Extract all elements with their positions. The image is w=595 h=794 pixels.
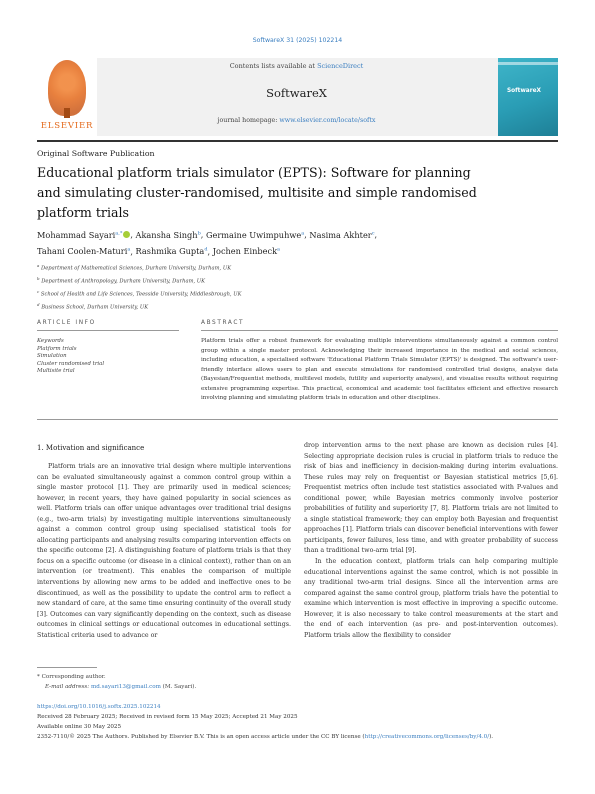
cover-stripe (498, 62, 558, 65)
author-entry[interactable] (136, 246, 208, 256)
affiliation-item (37, 261, 557, 274)
author-separator: , (207, 246, 213, 257)
article-info-rule (37, 330, 179, 331)
author-affiliation-marker[interactable]: a (301, 230, 305, 236)
license-line: 2352-7110/© 2025 The Authors. Published by Elsevier B.V. This is an open access article under the CC BY license (http://creativecommons.org/licenses/by/4.0/). (37, 734, 494, 740)
affiliation-marker: b (37, 275, 40, 281)
author-name: Rashmika Gupta (135, 246, 205, 257)
author-name: Nasima Akhter (309, 229, 372, 240)
doi-link[interactable]: https://doi.org/10.1016/j.softx.2025.102214 (37, 704, 161, 710)
journal-title: SoftwareX (266, 86, 327, 100)
affiliation-marker: c (37, 288, 40, 294)
available-online: Available online 30 May 2025 (37, 724, 122, 730)
author-entry[interactable] (309, 230, 374, 240)
author-entry[interactable] (213, 246, 280, 256)
keywords-block (37, 338, 179, 376)
journal-cover-thumbnail[interactable] (498, 58, 558, 136)
author-affiliation-marker[interactable]: a (127, 246, 131, 253)
author-entry[interactable] (37, 246, 130, 256)
affiliation-marker: a (37, 263, 40, 268)
body-column-left (37, 462, 291, 641)
elsevier-wordmark: ELSEVIER (40, 121, 94, 131)
author-name: Tahani Coolen-Maturi (37, 246, 128, 257)
author-affiliation-marker[interactable]: a (277, 246, 281, 253)
license-link[interactable]: http://creativecommons.org/licenses/by/4.0/ (364, 734, 490, 740)
author-affiliation-marker[interactable]: c (371, 230, 375, 236)
keywords-label: Keywords (37, 338, 64, 344)
affiliation-item (37, 287, 557, 300)
affiliation-item (37, 274, 557, 287)
elsevier-logo[interactable] (37, 58, 97, 136)
sciencedirect-link[interactable]: ScienceDirect (317, 62, 364, 70)
body-paragraph: drop intervention arms to the next phase are known as decision rules [4]. Selecting appropriate decision rules is crucial in platform trials to reduce the risk of bias and inefficiency in decision-making during interim evaluations. These rules may rely on frequentist or Bayesian statistical metrics [5,6]. Frequentist metrics often include test statistics associated with P-values and conditional power, while Bayesian metrics commonly involve posterior probabilities of futility and superiority [7, 8]. Platform trials are not limited to a single statistical framework; they can employ both Bayesian and frequentist approaches [1]. Platform trials can discover beneficial interventions with fewer participants, fewer failures, less time, and with greater probability of success than a traditional two-arm trial [9]. (304, 442, 558, 555)
article-type: Original Software Publication (37, 149, 155, 158)
keyword-item: Platform trials (37, 345, 77, 352)
author-affiliation-marker[interactable]: d (204, 246, 208, 253)
author-affiliation-marker[interactable]: a,* (115, 230, 123, 236)
article-info-label: ARTICLE INFO (37, 320, 96, 326)
email-line: E-mail address: md.sayari13@gmail.com (M. Sayari). (45, 684, 197, 690)
author-entry[interactable] (206, 230, 304, 240)
footnote (37, 672, 291, 692)
homepage-link[interactable]: www.elsevier.com/locate/softx (279, 117, 376, 124)
email-link[interactable]: md.sayari13@gmail.com (90, 684, 161, 690)
homepage-line: journal homepage: www.elsevier.com/locate/softx (217, 117, 376, 124)
affiliation-item (37, 300, 557, 313)
section-heading: 1. Motivation and significance (37, 444, 145, 452)
abstract-label: ABSTRACT (201, 320, 245, 326)
author-separator: , (304, 229, 310, 240)
corresponding-author-note: * Corresponding author. (37, 674, 106, 680)
contents-line: Contents lists available at ScienceDirect (229, 62, 364, 70)
affiliation-text: Department of Anthropology, Durham University, Durham, UK (39, 278, 206, 285)
author-name: Jochen Einbeck (212, 246, 278, 257)
cover-title: SoftwareX (507, 88, 541, 94)
body-paragraph: Platform trials are an innovative trial design where multiple interventions can be evaluated simultaneously against a common control group within a single master protocol [1]. They are primarily used in medical sciences; however, in recent years, they have gained popularity in social sciences as well. Platform trials can offer unique advantages over traditional trial designs (e.g., two-arm trials) by investigating multiple interventions simultaneously against a common control group using specialised statistical tools for allocating participants and analysing results comparing intervention effects on the specific outcome [2]. A distinguishing feature of platform trials is that they focus on a specific outcome (or disease in a clinical context), rather than on an intervention (or treatment). This enables the comparison of multiple interventions by allowing new arms to be added and ineffective ones to be discontinued, as well as the possibility to update the control arm to reflect a new standard of care, at the same time ensuring continuity of the overall study [3]. Outcomes can vary significantly depending on the context, such as disease outcomes in clinical settings or educational outcomes in educational settings. Statistical criteria used to advance or (37, 463, 291, 639)
author-affiliation-marker[interactable]: b (197, 230, 201, 236)
affiliation-text: Business School, Durham University, UK (39, 304, 149, 311)
publication-info (37, 702, 558, 742)
author-entry[interactable] (37, 230, 130, 240)
elsevier-tree-trunk (64, 108, 70, 118)
affiliation-list (37, 261, 557, 313)
abstract-bottom-rule (37, 419, 558, 420)
keyword-item: Multisite trial (37, 368, 75, 374)
keyword-item: Cluster randomised trial (37, 360, 105, 367)
author-name: Germaine Uwimpuhwe (205, 229, 302, 240)
affiliation-text: Department of Mathematical Sciences, Durham University, Durham, UK (39, 265, 232, 272)
journal-reference[interactable]: SoftwareX 31 (2025) 102214 (252, 37, 343, 44)
author-name: Akansha Singh (135, 229, 198, 240)
affiliation-marker: d (37, 301, 40, 307)
author-separator: , (374, 229, 378, 240)
affiliation-text: School of Health and Life Sciences, Teesside University, Middlesbrough, UK (39, 291, 242, 298)
author-separator: , (130, 246, 136, 257)
header-rule (37, 140, 558, 142)
body-paragraph: In the education context, platform trials can help comparing multiple educational interventions against the same control, which is not possible in any traditional two-arm trial designs. Since all the intervention arms are compared against the same control group, platform trials have the potential to examine which intervention is most effective in improving a specific outcome. However, it is also necessary to take control measurements at the start and the end of each intervention (as pre- and post-intervention outcomes). Platform trials allow the flexibility to consider (304, 558, 558, 639)
author-entry[interactable] (136, 230, 201, 240)
author-list (37, 226, 557, 259)
abstract-rule (201, 330, 558, 331)
body-column-right (304, 441, 558, 641)
author-separator: , (130, 229, 136, 240)
received-dates: Received 28 February 2025; Received in revised form 15 May 2025; Accepted 21 May 2025 (37, 714, 298, 720)
author-separator: , (200, 229, 206, 240)
article-title: Educational platform trials simulator (EPTS): Software for planning and simulating cluster-randomised, multisite and simple randomised platform trials (37, 165, 477, 220)
abstract-text: Platform trials offer a robust framework for evaluating multiple interventions simultaneously against a common control group within a single master protocol. Acknowledging their increased importance in the medical and social sciences, including education, a specialised software 'Educational Platform Trials Simulator (EPTS)' is designed. The software's user-friendly interface allows users to plan and execute simulations for randomised controlled trial designs, analyse data (Bayesian/Frequentist methods, multilevel models, futility and superiority analyses), and visualise results without requiring extensive programming expertise. This practical, economical and academic tool facilitates efficient and effective research involving planning and simulating platform trials in education and other disciplines. (201, 338, 558, 401)
keyword-item: Simulation (37, 353, 67, 359)
author-name: Mohammad Sayari (37, 229, 116, 240)
footnote-rule (37, 667, 97, 668)
